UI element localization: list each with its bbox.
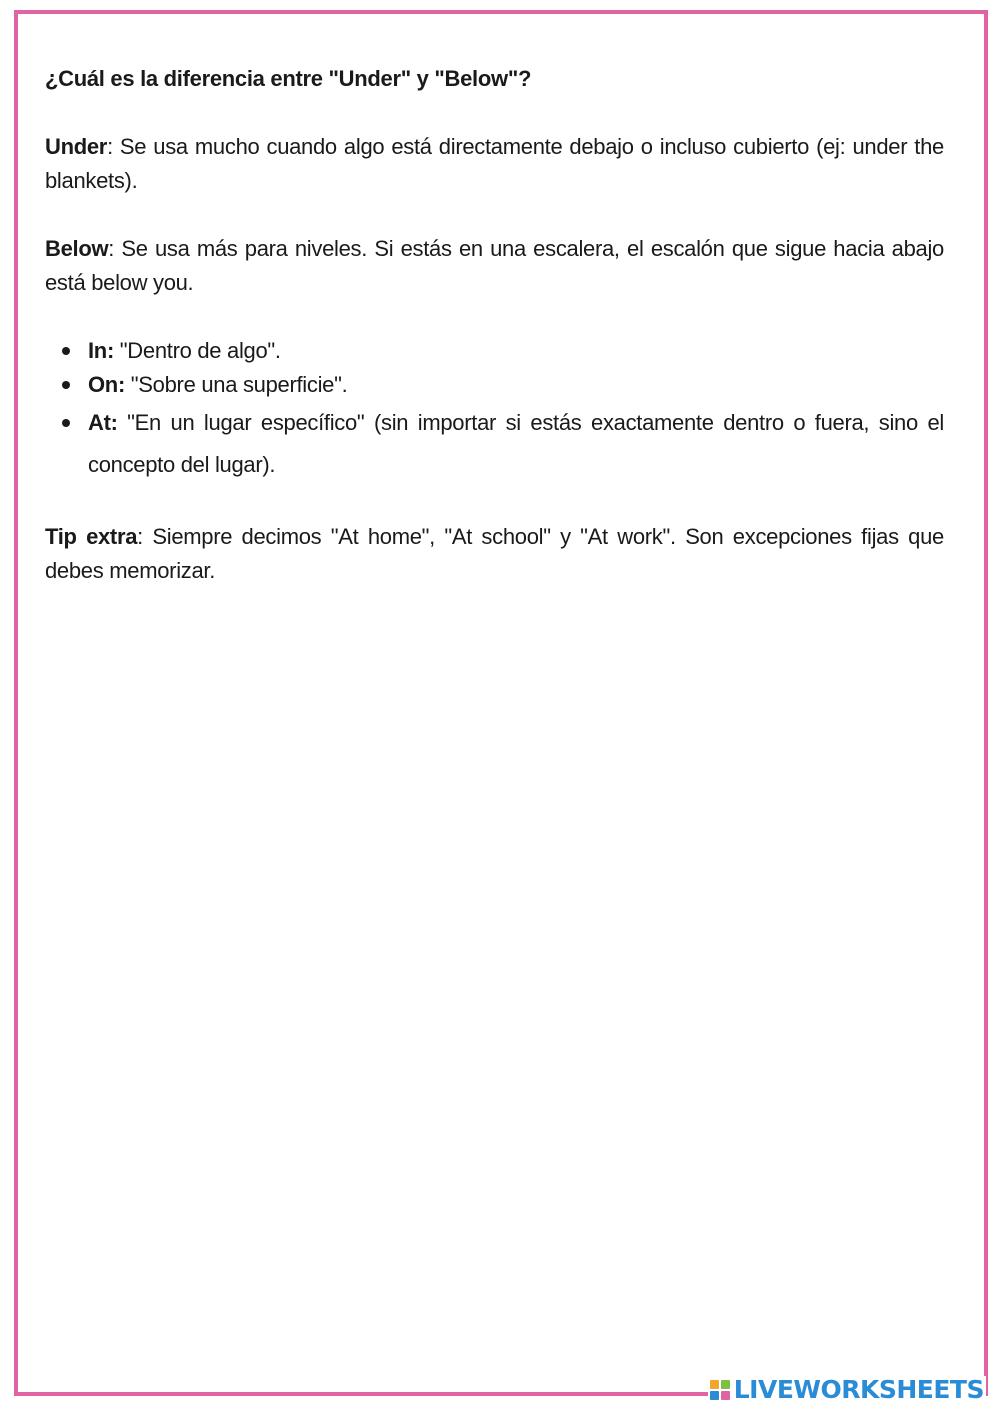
bullet-icon bbox=[62, 419, 70, 427]
logo-mark-square bbox=[710, 1391, 719, 1400]
list-item bbox=[88, 334, 944, 368]
under-text: : Se usa mucho cuando algo está directamente debajo o incluso cubierto (ej: under the blankets). bbox=[45, 134, 944, 193]
bullet-icon bbox=[62, 381, 70, 389]
list-item bbox=[88, 402, 944, 486]
tip-term: Tip extra bbox=[45, 524, 138, 549]
below-term: Below bbox=[45, 236, 109, 261]
list-item-text: "Sobre una superficie". bbox=[124, 372, 348, 397]
list-item-term: At: bbox=[88, 410, 118, 435]
below-paragraph bbox=[45, 232, 944, 300]
list-item bbox=[88, 368, 944, 402]
tip-paragraph bbox=[45, 520, 944, 588]
under-paragraph bbox=[45, 130, 944, 198]
list-item-term: In: bbox=[88, 338, 114, 363]
list-item-text: "Dentro de algo". bbox=[113, 338, 281, 363]
bullet-icon bbox=[62, 347, 70, 355]
logo-mark-square bbox=[721, 1391, 730, 1400]
logo-mark-square bbox=[710, 1380, 719, 1389]
preposition-list bbox=[45, 334, 944, 486]
logo-text: LIVEWORKSHEETS bbox=[733, 1375, 984, 1404]
document-body bbox=[45, 62, 944, 622]
liveworksheets-logo[interactable] bbox=[708, 1376, 986, 1404]
list-item-term: On: bbox=[88, 372, 125, 397]
tip-text: : Siempre decimos "At home", "At school" y "At work". Son excepciones fijas que debes memorizar. bbox=[45, 524, 944, 583]
under-term: Under bbox=[45, 134, 108, 159]
below-text: : Se usa más para niveles. Si estás en una escalera, el escalón que sigue hacia abajo está below you. bbox=[45, 236, 944, 295]
list-item-text: "En un lugar específico" (sin importar si estás exactamente dentro o fuera, sino el concepto del lugar). bbox=[88, 410, 944, 477]
logo-mark-square bbox=[721, 1380, 730, 1389]
page-title: ¿Cuál es la diferencia entre "Under" y "Below"? bbox=[45, 66, 532, 91]
logo-mark-icon bbox=[710, 1380, 730, 1400]
